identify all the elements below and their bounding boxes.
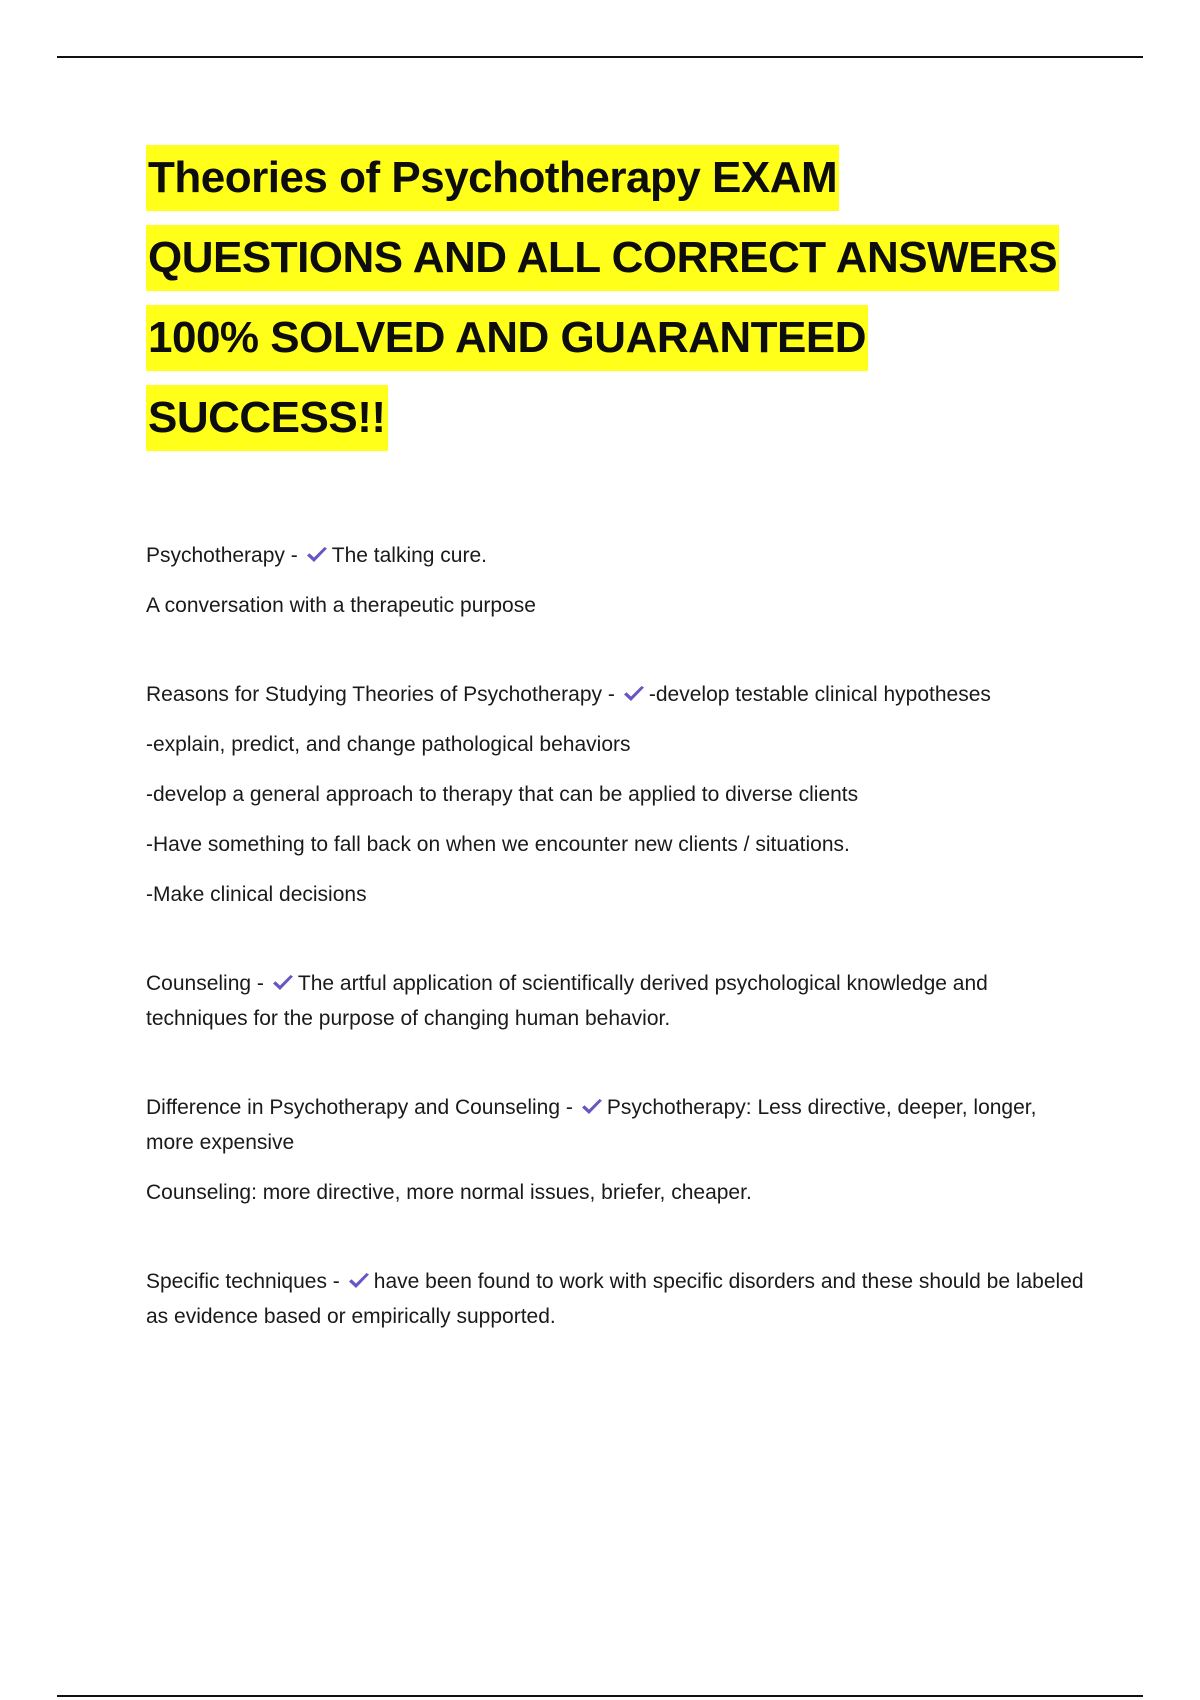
qa-first-line bbox=[146, 1264, 1086, 1334]
title-line: QUESTIONS AND ALL CORRECT ANSWERS bbox=[146, 225, 1059, 291]
checkmark-icon bbox=[346, 1271, 372, 1291]
qa-answer-line: -Have something to fall back on when we encounter new clients / situations. bbox=[146, 833, 850, 856]
qa-term: Psychotherapy - bbox=[146, 544, 298, 567]
title-line: Theories of Psychotherapy EXAM bbox=[146, 145, 839, 211]
checkmark-icon bbox=[621, 684, 647, 704]
document-title bbox=[146, 140, 1086, 460]
qa-answer: -develop testable clinical hypotheses bbox=[648, 683, 991, 706]
qa-entry bbox=[146, 966, 1086, 1036]
title-line: 100% SOLVED AND GUARANTEED bbox=[146, 305, 868, 371]
top-rule bbox=[57, 56, 1143, 58]
qa-entry bbox=[146, 1090, 1086, 1210]
qa-answer-line: -Make clinical decisions bbox=[146, 883, 367, 906]
qa-first-line bbox=[146, 966, 1086, 1036]
qa-answer-line: Counseling: more directive, more normal issues, briefer, cheaper. bbox=[146, 1181, 752, 1204]
qa-answer: The talking cure. bbox=[331, 544, 487, 567]
qa-answer: Psychotherapy: Less directive, deeper, longer, more expensive bbox=[146, 1096, 1037, 1154]
title-line: SUCCESS!! bbox=[146, 385, 388, 451]
qa-term: Specific techniques - bbox=[146, 1270, 340, 1293]
qa-entry bbox=[146, 538, 1086, 623]
qa-answer-line: A conversation with a therapeutic purpose bbox=[146, 594, 536, 617]
qa-list bbox=[146, 538, 1086, 1334]
qa-entry bbox=[146, 1264, 1086, 1334]
document-page bbox=[146, 140, 1086, 1388]
checkmark-icon bbox=[304, 545, 330, 565]
checkmark-icon bbox=[579, 1097, 605, 1117]
qa-entry bbox=[146, 677, 1086, 912]
qa-first-line bbox=[146, 1090, 1086, 1160]
qa-term: Reasons for Studying Theories of Psychotherapy - bbox=[146, 683, 615, 706]
bottom-rule bbox=[57, 1695, 1143, 1697]
qa-answer-line: -develop a general approach to therapy that can be applied to diverse clients bbox=[146, 783, 859, 806]
qa-answer: have been found to work with specific disorders and these should be labeled as evidence based or empirically supported. bbox=[146, 1270, 1084, 1328]
qa-first-line bbox=[146, 677, 1086, 712]
qa-term: Difference in Psychotherapy and Counseling - bbox=[146, 1096, 573, 1119]
qa-term: Counseling - bbox=[146, 972, 264, 995]
qa-first-line bbox=[146, 538, 1086, 573]
checkmark-icon bbox=[270, 973, 296, 993]
qa-answer: The artful application of scientifically derived psychological knowledge and techniques for the purpose of changing human behavior. bbox=[146, 972, 988, 1030]
qa-answer-line: -explain, predict, and change pathological behaviors bbox=[146, 733, 631, 756]
